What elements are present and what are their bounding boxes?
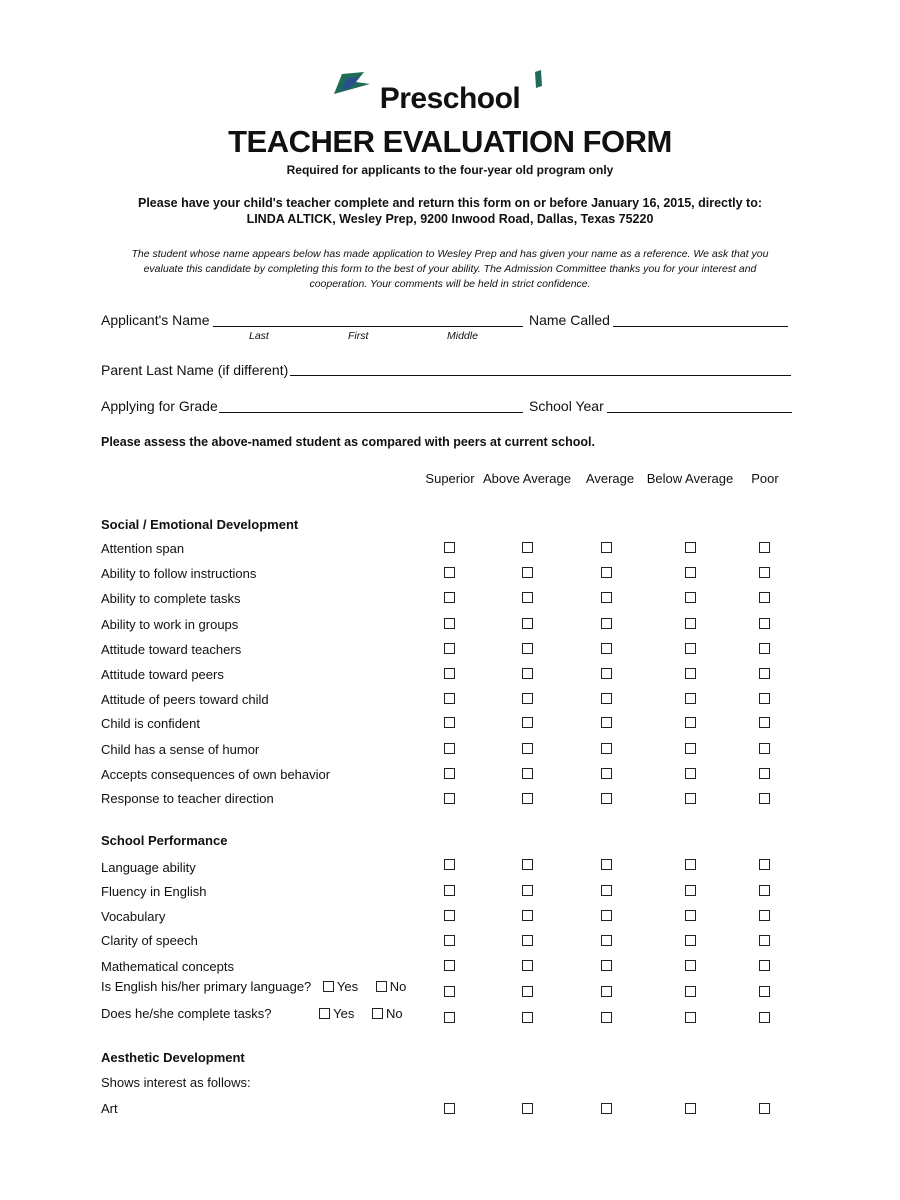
rating-checkbox[interactable] bbox=[685, 1103, 696, 1114]
rating-checkbox[interactable] bbox=[522, 618, 533, 629]
rating-checkbox[interactable] bbox=[601, 618, 612, 629]
rating-checkbox[interactable] bbox=[522, 1103, 533, 1114]
rating-checkbox[interactable] bbox=[685, 960, 696, 971]
applicant-name-field[interactable] bbox=[213, 326, 523, 327]
rating-checkbox[interactable] bbox=[685, 693, 696, 704]
rating-checkbox[interactable] bbox=[685, 910, 696, 921]
no-label: No bbox=[389, 979, 407, 994]
row-label: Attitude toward teachers bbox=[101, 642, 242, 657]
rating-checkbox[interactable] bbox=[522, 542, 533, 553]
rating-checkbox[interactable] bbox=[444, 986, 455, 997]
rating-checkbox[interactable] bbox=[759, 910, 770, 921]
rating-checkbox[interactable] bbox=[444, 768, 455, 779]
rating-checkbox[interactable] bbox=[522, 768, 533, 779]
intro-text-line-3: cooperation. Your comments will be held in strict confidence. bbox=[309, 278, 591, 290]
rating-checkbox[interactable] bbox=[601, 693, 612, 704]
checkbox-icon bbox=[372, 1008, 383, 1019]
column-below-average: Below Average bbox=[646, 471, 734, 486]
rating-checkbox[interactable] bbox=[759, 1012, 770, 1023]
rating-checkbox[interactable] bbox=[759, 717, 770, 728]
rating-checkbox[interactable] bbox=[522, 643, 533, 654]
rating-checkbox[interactable] bbox=[444, 1012, 455, 1023]
assess-prompt: Please assess the above-named student as compared with peers at current school. bbox=[101, 435, 595, 449]
rating-checkbox[interactable] bbox=[444, 618, 455, 629]
row-label: Attitude toward peers bbox=[101, 667, 224, 682]
row-label bbox=[101, 1006, 403, 1021]
no-label: No bbox=[386, 1006, 403, 1021]
rating-checkbox[interactable] bbox=[522, 592, 533, 603]
rating-checkbox[interactable] bbox=[759, 960, 770, 971]
rating-checkbox[interactable] bbox=[601, 960, 612, 971]
rating-checkbox[interactable] bbox=[685, 618, 696, 629]
row-label: Fluency in English bbox=[101, 884, 207, 899]
yes-label: Yes bbox=[336, 979, 359, 994]
rating-checkbox[interactable] bbox=[522, 693, 533, 704]
rating-checkbox[interactable] bbox=[522, 743, 533, 754]
rating-checkbox[interactable] bbox=[601, 1012, 612, 1023]
rating-checkbox[interactable] bbox=[759, 542, 770, 553]
row-label: Attention span bbox=[101, 541, 185, 556]
rating-checkbox[interactable] bbox=[444, 693, 455, 704]
rating-checkbox[interactable] bbox=[601, 885, 612, 896]
name-middle-caption: Middle bbox=[447, 330, 478, 342]
rating-checkbox[interactable] bbox=[685, 1012, 696, 1023]
rating-checkbox[interactable] bbox=[522, 1012, 533, 1023]
rating-checkbox[interactable] bbox=[685, 643, 696, 654]
form-subtitle: Required for applicants to the four-year old program only bbox=[286, 163, 614, 177]
row-label: Accepts consequences of own behavior bbox=[101, 767, 331, 782]
rating-checkbox[interactable] bbox=[522, 986, 533, 997]
rating-checkbox[interactable] bbox=[759, 1103, 770, 1114]
section-school-performance: School Performance bbox=[101, 833, 228, 848]
rating-checkbox[interactable] bbox=[444, 743, 455, 754]
intro-text-line-2: evaluate this candidate by completing this form to the best of your ability. The Admission Committee thanks you for your interest and bbox=[143, 263, 757, 275]
section-social-emotional: Social / Emotional Development bbox=[101, 517, 299, 532]
row-label: Vocabulary bbox=[101, 909, 166, 924]
intro-text-line-1: The student whose name appears below has made application to Wesley Prep and has given your name as a reference. We ask that you bbox=[131, 248, 769, 260]
column-above-average: Above Average bbox=[483, 471, 571, 486]
rating-checkbox[interactable] bbox=[444, 668, 455, 679]
row-label bbox=[101, 979, 406, 994]
rating-checkbox[interactable] bbox=[759, 643, 770, 654]
rating-checkbox[interactable] bbox=[601, 768, 612, 779]
rating-checkbox[interactable] bbox=[522, 935, 533, 946]
rating-checkbox[interactable] bbox=[601, 668, 612, 679]
rating-checkbox[interactable] bbox=[522, 885, 533, 896]
complete-tasks-no[interactable] bbox=[372, 1006, 403, 1021]
rating-checkbox[interactable] bbox=[444, 793, 455, 804]
rating-checkbox[interactable] bbox=[685, 935, 696, 946]
rating-checkbox[interactable] bbox=[759, 567, 770, 578]
rating-checkbox[interactable] bbox=[601, 859, 612, 870]
rating-checkbox[interactable] bbox=[444, 592, 455, 603]
rating-checkbox[interactable] bbox=[444, 717, 455, 728]
return-instructions: Please have your child's teacher complete and return this form on or before January 16, 2015, directly to: bbox=[137, 196, 762, 210]
rating-checkbox[interactable] bbox=[759, 935, 770, 946]
primary-language-yes[interactable] bbox=[323, 979, 358, 994]
rating-checkbox[interactable] bbox=[522, 960, 533, 971]
rating-checkbox[interactable] bbox=[685, 986, 696, 997]
name-called-label: Name Called bbox=[529, 312, 610, 328]
rating-checkbox[interactable] bbox=[444, 542, 455, 553]
rating-checkbox[interactable] bbox=[522, 859, 533, 870]
school-year-label: School Year bbox=[529, 398, 604, 414]
row-label: Child is confident bbox=[101, 716, 200, 731]
row-label: Ability to complete tasks bbox=[101, 591, 241, 606]
rating-checkbox[interactable] bbox=[444, 1103, 455, 1114]
rating-checkbox[interactable] bbox=[759, 592, 770, 603]
row-label: Response to teacher direction bbox=[101, 791, 274, 806]
rating-checkbox[interactable] bbox=[601, 743, 612, 754]
rating-checkbox[interactable] bbox=[601, 542, 612, 553]
rating-checkbox[interactable] bbox=[522, 668, 533, 679]
column-average: Average bbox=[585, 471, 635, 486]
row-label: Language ability bbox=[101, 860, 196, 875]
checkbox-icon bbox=[319, 1008, 330, 1019]
row-label: Child has a sense of humor bbox=[101, 742, 260, 757]
checkbox-icon bbox=[323, 981, 334, 992]
name-last-caption: Last bbox=[249, 330, 269, 342]
rating-checkbox[interactable] bbox=[759, 668, 770, 679]
rating-checkbox[interactable] bbox=[759, 859, 770, 870]
rating-checkbox[interactable] bbox=[601, 1103, 612, 1114]
row-label: Mathematical concepts bbox=[101, 959, 234, 974]
column-superior: Superior bbox=[425, 471, 475, 486]
row-label: Attitude of peers toward child bbox=[101, 692, 269, 707]
parent-last-name-field[interactable] bbox=[290, 375, 791, 376]
rating-checkbox[interactable] bbox=[759, 693, 770, 704]
rating-checkbox[interactable] bbox=[759, 618, 770, 629]
complete-tasks-question: Does he/she complete tasks? bbox=[101, 1006, 272, 1021]
applying-grade-label: Applying for Grade bbox=[101, 398, 218, 414]
rating-checkbox[interactable] bbox=[685, 592, 696, 603]
column-poor: Poor bbox=[751, 471, 779, 486]
row-label: Art bbox=[101, 1101, 118, 1116]
rating-checkbox[interactable] bbox=[444, 960, 455, 971]
applicant-name-label: Applicant's Name bbox=[101, 312, 210, 328]
rating-checkbox[interactable] bbox=[685, 717, 696, 728]
rating-checkbox[interactable] bbox=[685, 859, 696, 870]
rating-checkbox[interactable] bbox=[444, 935, 455, 946]
school-name: Preschool bbox=[379, 82, 521, 115]
rating-checkbox[interactable] bbox=[601, 567, 612, 578]
applying-grade-field[interactable] bbox=[219, 412, 523, 413]
yes-label: Yes bbox=[333, 1006, 355, 1021]
name-first-caption: First bbox=[348, 330, 369, 342]
rating-checkbox[interactable] bbox=[522, 910, 533, 921]
rating-checkbox[interactable] bbox=[601, 592, 612, 603]
primary-language-no[interactable] bbox=[376, 979, 407, 994]
rating-checkbox[interactable] bbox=[522, 717, 533, 728]
form-title: TEACHER EVALUATION FORM bbox=[228, 124, 672, 159]
primary-language-question: Is English his/her primary language? bbox=[101, 979, 312, 994]
rating-checkbox[interactable] bbox=[685, 768, 696, 779]
rating-checkbox[interactable] bbox=[444, 643, 455, 654]
rating-checkbox[interactable] bbox=[759, 986, 770, 997]
rating-checkbox[interactable] bbox=[685, 668, 696, 679]
return-address: LINDA ALTICK, Wesley Prep, 9200 Inwood Road, Dallas, Texas 75220 bbox=[246, 212, 654, 226]
rating-checkbox[interactable] bbox=[601, 643, 612, 654]
checkbox-icon bbox=[376, 981, 387, 992]
row-label: Ability to work in groups bbox=[101, 617, 239, 632]
name-called-field[interactable] bbox=[613, 326, 788, 327]
rating-checkbox[interactable] bbox=[601, 910, 612, 921]
rating-checkbox[interactable] bbox=[601, 935, 612, 946]
parent-last-name-label: Parent Last Name (if different) bbox=[101, 362, 289, 378]
section-aesthetic-development: Aesthetic Development bbox=[101, 1050, 245, 1065]
complete-tasks-yes[interactable] bbox=[319, 1006, 354, 1021]
rating-checkbox[interactable] bbox=[685, 567, 696, 578]
rating-checkbox[interactable] bbox=[522, 567, 533, 578]
rating-checkbox[interactable] bbox=[601, 717, 612, 728]
rating-checkbox[interactable] bbox=[685, 793, 696, 804]
aesthetic-note: Shows interest as follows: bbox=[101, 1075, 251, 1090]
rating-checkbox[interactable] bbox=[444, 567, 455, 578]
rating-checkbox[interactable] bbox=[759, 885, 770, 896]
rating-checkbox[interactable] bbox=[444, 885, 455, 896]
row-label: Clarity of speech bbox=[101, 933, 198, 948]
rating-checkbox[interactable] bbox=[601, 986, 612, 997]
rating-checkbox[interactable] bbox=[685, 743, 696, 754]
rating-checkbox[interactable] bbox=[444, 859, 455, 870]
rating-checkbox[interactable] bbox=[444, 910, 455, 921]
school-year-field[interactable] bbox=[607, 412, 792, 413]
rating-checkbox[interactable] bbox=[759, 793, 770, 804]
rating-checkbox[interactable] bbox=[759, 743, 770, 754]
rating-checkbox[interactable] bbox=[601, 793, 612, 804]
rating-checkbox[interactable] bbox=[759, 768, 770, 779]
row-label: Ability to follow instructions bbox=[101, 566, 257, 581]
rating-checkbox[interactable] bbox=[685, 885, 696, 896]
rating-checkbox[interactable] bbox=[685, 542, 696, 553]
rating-checkbox[interactable] bbox=[522, 793, 533, 804]
